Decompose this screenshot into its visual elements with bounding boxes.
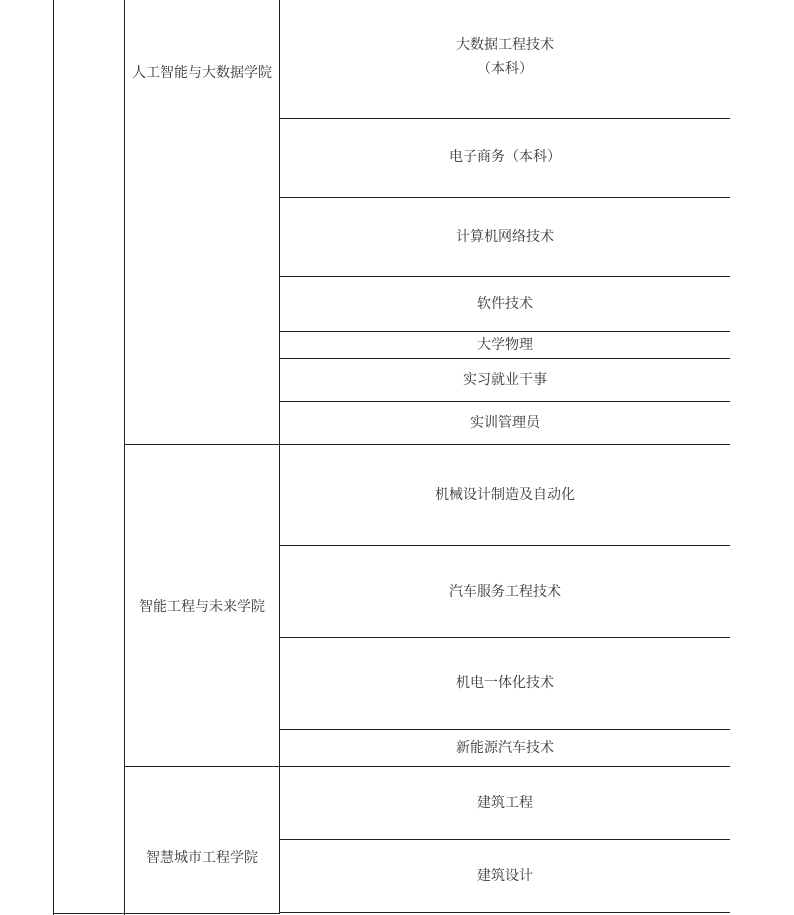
- row-divider: [280, 637, 730, 638]
- column-divider: [124, 0, 125, 915]
- table-border-bottom: [53, 913, 280, 914]
- group-divider: [125, 444, 730, 445]
- row-divider: [280, 401, 730, 402]
- major-cell: [280, 225, 730, 249]
- major-name-suffix: （本科）: [477, 61, 533, 77]
- row-divider: [280, 331, 730, 332]
- row-divider: [280, 729, 730, 730]
- major-name: 大数据工程技术: [456, 37, 554, 53]
- major-name: 软件技术: [477, 296, 533, 312]
- major-name: 机械设计制造及自动化: [435, 487, 575, 503]
- group-divider: [125, 766, 730, 767]
- row-divider: [280, 839, 730, 840]
- column-divider: [279, 0, 280, 913]
- major-name: 计算机网络技术: [456, 229, 554, 245]
- major-cell: [280, 671, 730, 695]
- row-divider: [280, 276, 730, 277]
- major-cell: [280, 411, 730, 435]
- major-cell: [280, 368, 730, 392]
- major-name: 建筑设计: [477, 868, 533, 884]
- major-name: 大学物理: [477, 337, 533, 353]
- major-cell: [280, 292, 730, 316]
- major-name: 新能源汽车技术: [456, 740, 554, 756]
- major-cell: [280, 145, 730, 169]
- major-cell: [280, 333, 730, 357]
- major-name: 汽车服务工程技术: [449, 584, 561, 600]
- major-cell: [280, 33, 730, 81]
- major-cell: [280, 736, 730, 760]
- row-divider: [280, 358, 730, 359]
- major-name: 实习就业干事: [463, 372, 547, 388]
- major-cell: [280, 580, 730, 604]
- college-cell: 智能工程与未来学院: [139, 599, 265, 615]
- major-cell: [280, 864, 730, 888]
- major-cell: [280, 483, 730, 507]
- row-divider: [280, 912, 730, 913]
- row-divider: [280, 118, 730, 119]
- major-cell: [280, 791, 730, 815]
- row-divider: [280, 197, 730, 198]
- major-name: 电子商务（本科）: [449, 149, 561, 165]
- major-name: 建筑工程: [477, 795, 533, 811]
- table-border-left: [53, 0, 54, 915]
- college-cell: 智慧城市工程学院: [146, 850, 258, 866]
- row-divider: [280, 545, 730, 546]
- major-name: 实训管理员: [470, 415, 540, 431]
- major-name: 机电一体化技术: [456, 675, 554, 691]
- college-cell: 人工智能与大数据学院: [132, 65, 272, 81]
